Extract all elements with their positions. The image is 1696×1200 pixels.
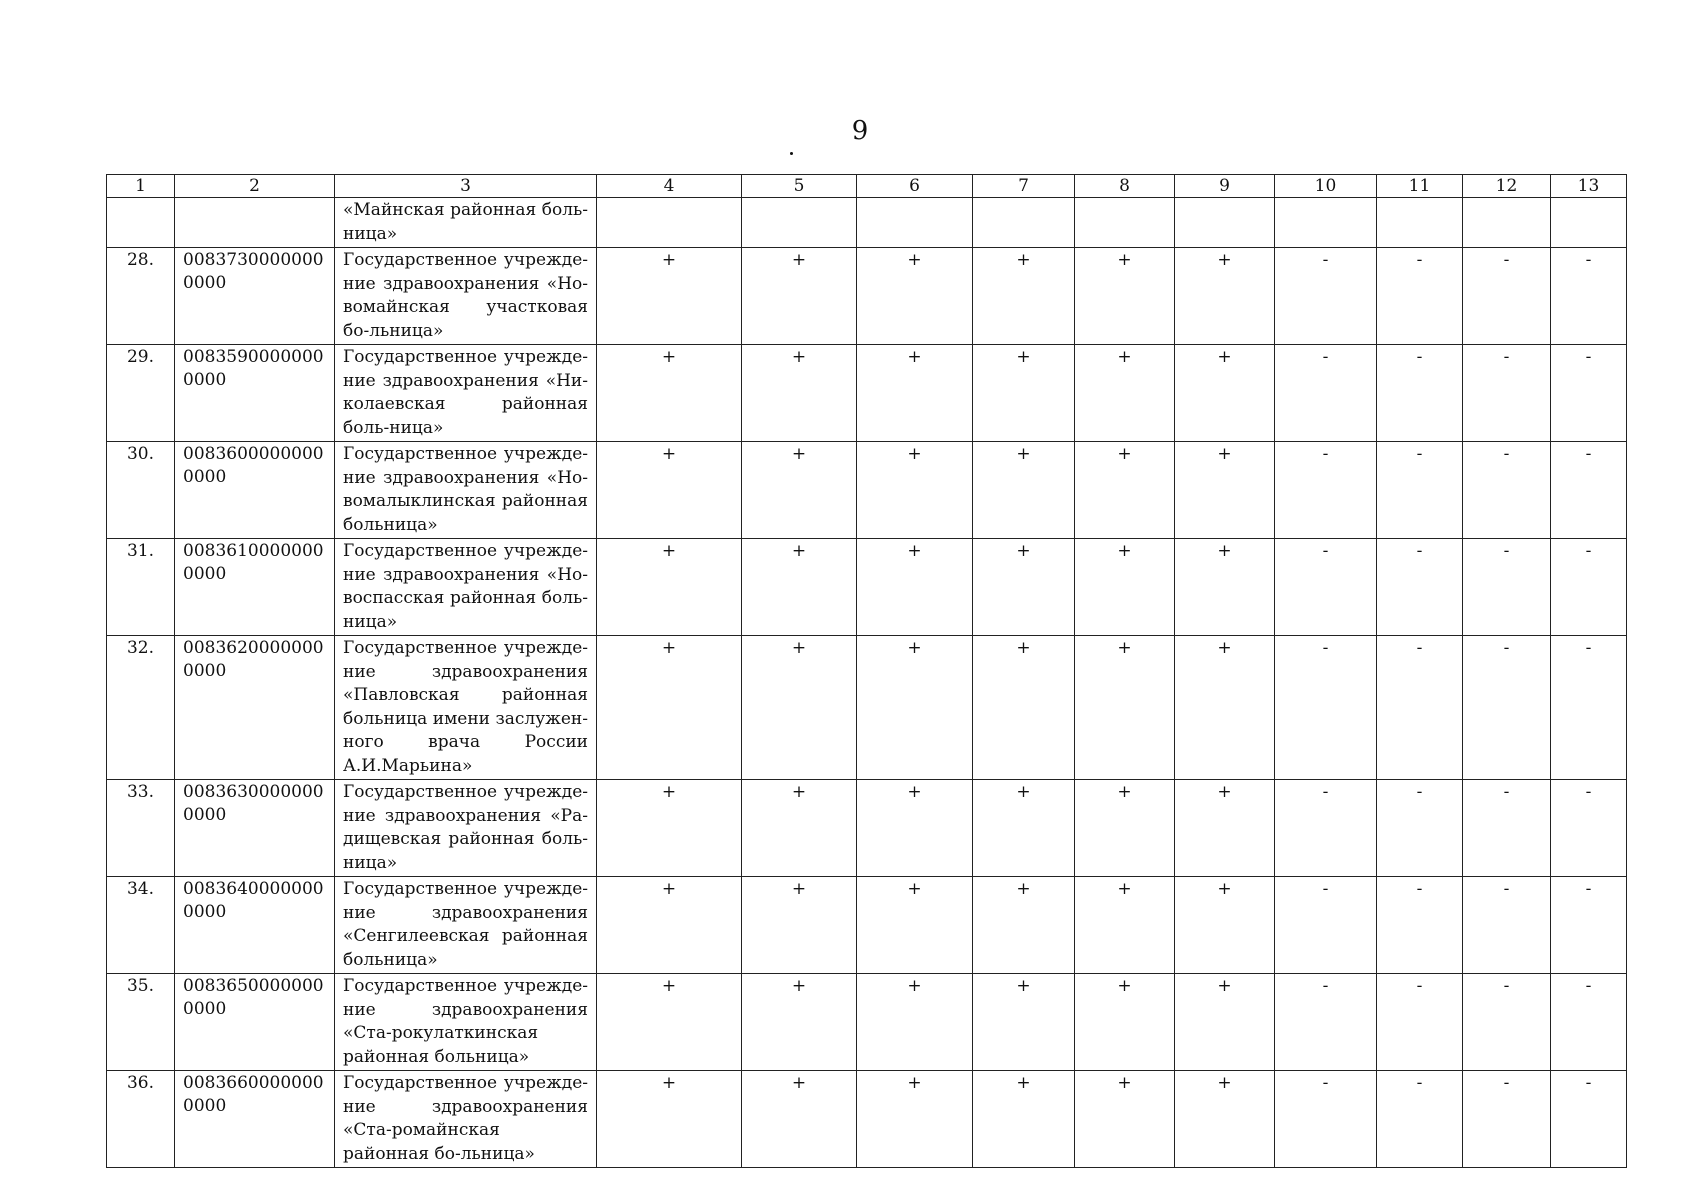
mark-cell: - — [1275, 345, 1377, 442]
table-row — [107, 442, 1627, 539]
mark-cell: + — [857, 1071, 973, 1168]
mark-cell: + — [597, 345, 742, 442]
mark-cell: + — [857, 442, 973, 539]
row-number: 31. — [107, 539, 175, 636]
mark-cell: + — [597, 539, 742, 636]
mark-cell: + — [1175, 974, 1275, 1071]
table-row — [107, 198, 1627, 248]
mark-cell: - — [1377, 539, 1463, 636]
mark-cell: + — [857, 539, 973, 636]
table-row — [107, 345, 1627, 442]
mark-cell: + — [1175, 780, 1275, 877]
mark-cell — [1275, 198, 1377, 248]
mark-cell — [857, 198, 973, 248]
mark-cell: - — [1463, 1071, 1551, 1168]
column-header: 12 — [1463, 175, 1551, 198]
row-number: 29. — [107, 345, 175, 442]
institution-code: 00836100000000000 — [175, 539, 335, 636]
mark-cell: + — [742, 345, 857, 442]
mark-cell — [973, 198, 1075, 248]
mark-cell: + — [1175, 1071, 1275, 1168]
mark-cell: + — [742, 442, 857, 539]
institution-name: «Майнская районная боль-ница» — [335, 198, 597, 248]
mark-cell: + — [597, 974, 742, 1071]
row-number: 32. — [107, 636, 175, 780]
row-number: 34. — [107, 877, 175, 974]
mark-cell: + — [1075, 539, 1175, 636]
mark-cell: - — [1377, 974, 1463, 1071]
column-header: 11 — [1377, 175, 1463, 198]
mark-cell: + — [857, 974, 973, 1071]
mark-cell: - — [1275, 539, 1377, 636]
mark-cell: + — [857, 877, 973, 974]
mark-cell: + — [1075, 442, 1175, 539]
table-body — [107, 198, 1627, 1168]
mark-cell: + — [857, 636, 973, 780]
mark-cell: + — [1075, 636, 1175, 780]
column-header: 7 — [973, 175, 1075, 198]
institution-code — [175, 198, 335, 248]
column-header: 10 — [1275, 175, 1377, 198]
stray-dot — [790, 152, 793, 155]
institution-name: Государственное учрежде-ние здравоохранения «Ра-дищевская районная боль-ница» — [335, 780, 597, 877]
mark-cell: + — [1075, 248, 1175, 345]
mark-cell: + — [742, 248, 857, 345]
mark-cell: + — [597, 1071, 742, 1168]
institution-code: 00835900000000000 — [175, 345, 335, 442]
mark-cell: + — [597, 877, 742, 974]
mark-cell: + — [857, 345, 973, 442]
mark-cell — [1377, 198, 1463, 248]
table-row — [107, 1071, 1627, 1168]
mark-cell: + — [1175, 539, 1275, 636]
mark-cell: + — [973, 877, 1075, 974]
mark-cell: - — [1551, 539, 1627, 636]
mark-cell: + — [1175, 248, 1275, 345]
mark-cell — [597, 198, 742, 248]
table-row — [107, 877, 1627, 974]
mark-cell: - — [1377, 636, 1463, 780]
mark-cell: - — [1463, 780, 1551, 877]
hospital-table — [106, 174, 1627, 1168]
mark-cell: - — [1377, 780, 1463, 877]
mark-cell: - — [1463, 539, 1551, 636]
mark-cell: + — [1175, 345, 1275, 442]
mark-cell: + — [597, 636, 742, 780]
mark-cell: - — [1275, 1071, 1377, 1168]
mark-cell — [1551, 198, 1627, 248]
mark-cell: - — [1377, 248, 1463, 345]
column-header: 9 — [1175, 175, 1275, 198]
table-row — [107, 974, 1627, 1071]
mark-cell: + — [597, 780, 742, 877]
mark-cell: - — [1275, 636, 1377, 780]
institution-name: Государственное учрежде-ние здравоохранения «Павловская районная больница имени заслужен-ного врача России А.И.Марьина» — [335, 636, 597, 780]
column-header: 6 — [857, 175, 973, 198]
mark-cell — [1463, 198, 1551, 248]
column-header: 5 — [742, 175, 857, 198]
table-row — [107, 248, 1627, 345]
mark-cell: + — [1075, 1071, 1175, 1168]
row-number: 33. — [107, 780, 175, 877]
mark-cell: + — [973, 1071, 1075, 1168]
mark-cell: + — [973, 539, 1075, 636]
mark-cell: - — [1551, 877, 1627, 974]
column-header: 1 — [107, 175, 175, 198]
page-number: 9 — [851, 116, 869, 146]
column-number-row — [107, 175, 1627, 198]
institution-code: 00836400000000000 — [175, 877, 335, 974]
row-number: 30. — [107, 442, 175, 539]
institution-name: Государственное учрежде-ние здравоохранения «Ста-ромайнская районная бо-льница» — [335, 1071, 597, 1168]
institution-code: 00836000000000000 — [175, 442, 335, 539]
column-header: 4 — [597, 175, 742, 198]
row-number — [107, 198, 175, 248]
mark-cell: + — [973, 442, 1075, 539]
mark-cell: + — [857, 248, 973, 345]
mark-cell: - — [1551, 1071, 1627, 1168]
mark-cell: - — [1377, 1071, 1463, 1168]
mark-cell: - — [1275, 248, 1377, 345]
mark-cell: + — [973, 636, 1075, 780]
institution-code: 00837300000000000 — [175, 248, 335, 345]
column-header: 2 — [175, 175, 335, 198]
mark-cell: - — [1463, 345, 1551, 442]
column-header: 3 — [335, 175, 597, 198]
mark-cell: - — [1463, 974, 1551, 1071]
table-row — [107, 780, 1627, 877]
institution-name: Государственное учрежде-ние здравоохранения «Но-воспасская районная боль-ница» — [335, 539, 597, 636]
table-row — [107, 636, 1627, 780]
mark-cell: - — [1463, 636, 1551, 780]
mark-cell: + — [1075, 780, 1175, 877]
institution-code: 00836500000000000 — [175, 974, 335, 1071]
institution-code: 00836600000000000 — [175, 1071, 335, 1168]
row-number: 35. — [107, 974, 175, 1071]
table-row — [107, 539, 1627, 636]
institution-code: 00836200000000000 — [175, 636, 335, 780]
mark-cell — [1075, 198, 1175, 248]
institution-name: Государственное учрежде-ние здравоохранения «Ни-колаевская районная боль-ница» — [335, 345, 597, 442]
mark-cell: + — [973, 345, 1075, 442]
mark-cell: - — [1551, 345, 1627, 442]
mark-cell: - — [1275, 877, 1377, 974]
mark-cell: - — [1463, 442, 1551, 539]
mark-cell: - — [1551, 780, 1627, 877]
mark-cell: + — [973, 974, 1075, 1071]
row-number: 36. — [107, 1071, 175, 1168]
column-header: 13 — [1551, 175, 1627, 198]
mark-cell: - — [1551, 974, 1627, 1071]
mark-cell: + — [742, 974, 857, 1071]
mark-cell: + — [1175, 636, 1275, 780]
mark-cell: + — [1075, 877, 1175, 974]
institution-code: 00836300000000000 — [175, 780, 335, 877]
mark-cell: - — [1377, 345, 1463, 442]
mark-cell: + — [742, 877, 857, 974]
mark-cell: + — [973, 780, 1075, 877]
mark-cell: - — [1463, 877, 1551, 974]
mark-cell: - — [1551, 248, 1627, 345]
mark-cell — [1175, 198, 1275, 248]
mark-cell: + — [857, 780, 973, 877]
mark-cell: - — [1377, 442, 1463, 539]
institution-name: Государственное учрежде-ние здравоохранения «Но-вомайнская участковая бо-льница» — [335, 248, 597, 345]
mark-cell: + — [597, 248, 742, 345]
mark-cell: + — [1175, 442, 1275, 539]
mark-cell: + — [742, 539, 857, 636]
mark-cell: + — [742, 636, 857, 780]
institution-name: Государственное учрежде-ние здравоохранения «Ста-рокулаткинская районная больница» — [335, 974, 597, 1071]
mark-cell: - — [1551, 636, 1627, 780]
mark-cell: + — [1175, 877, 1275, 974]
mark-cell: + — [1075, 974, 1175, 1071]
mark-cell: - — [1551, 442, 1627, 539]
mark-cell — [742, 198, 857, 248]
institution-name: Государственное учрежде-ние здравоохранения «Сенгилеевская районная больница» — [335, 877, 597, 974]
mark-cell: - — [1275, 442, 1377, 539]
mark-cell: + — [973, 248, 1075, 345]
mark-cell: + — [597, 442, 742, 539]
institution-name: Государственное учрежде-ние здравоохранения «Но-вомалыклинская районная больница» — [335, 442, 597, 539]
mark-cell: - — [1463, 248, 1551, 345]
mark-cell: - — [1275, 974, 1377, 1071]
mark-cell: + — [742, 780, 857, 877]
mark-cell: + — [742, 1071, 857, 1168]
row-number: 28. — [107, 248, 175, 345]
column-header: 8 — [1075, 175, 1175, 198]
mark-cell: - — [1377, 877, 1463, 974]
mark-cell: - — [1275, 780, 1377, 877]
mark-cell: + — [1075, 345, 1175, 442]
